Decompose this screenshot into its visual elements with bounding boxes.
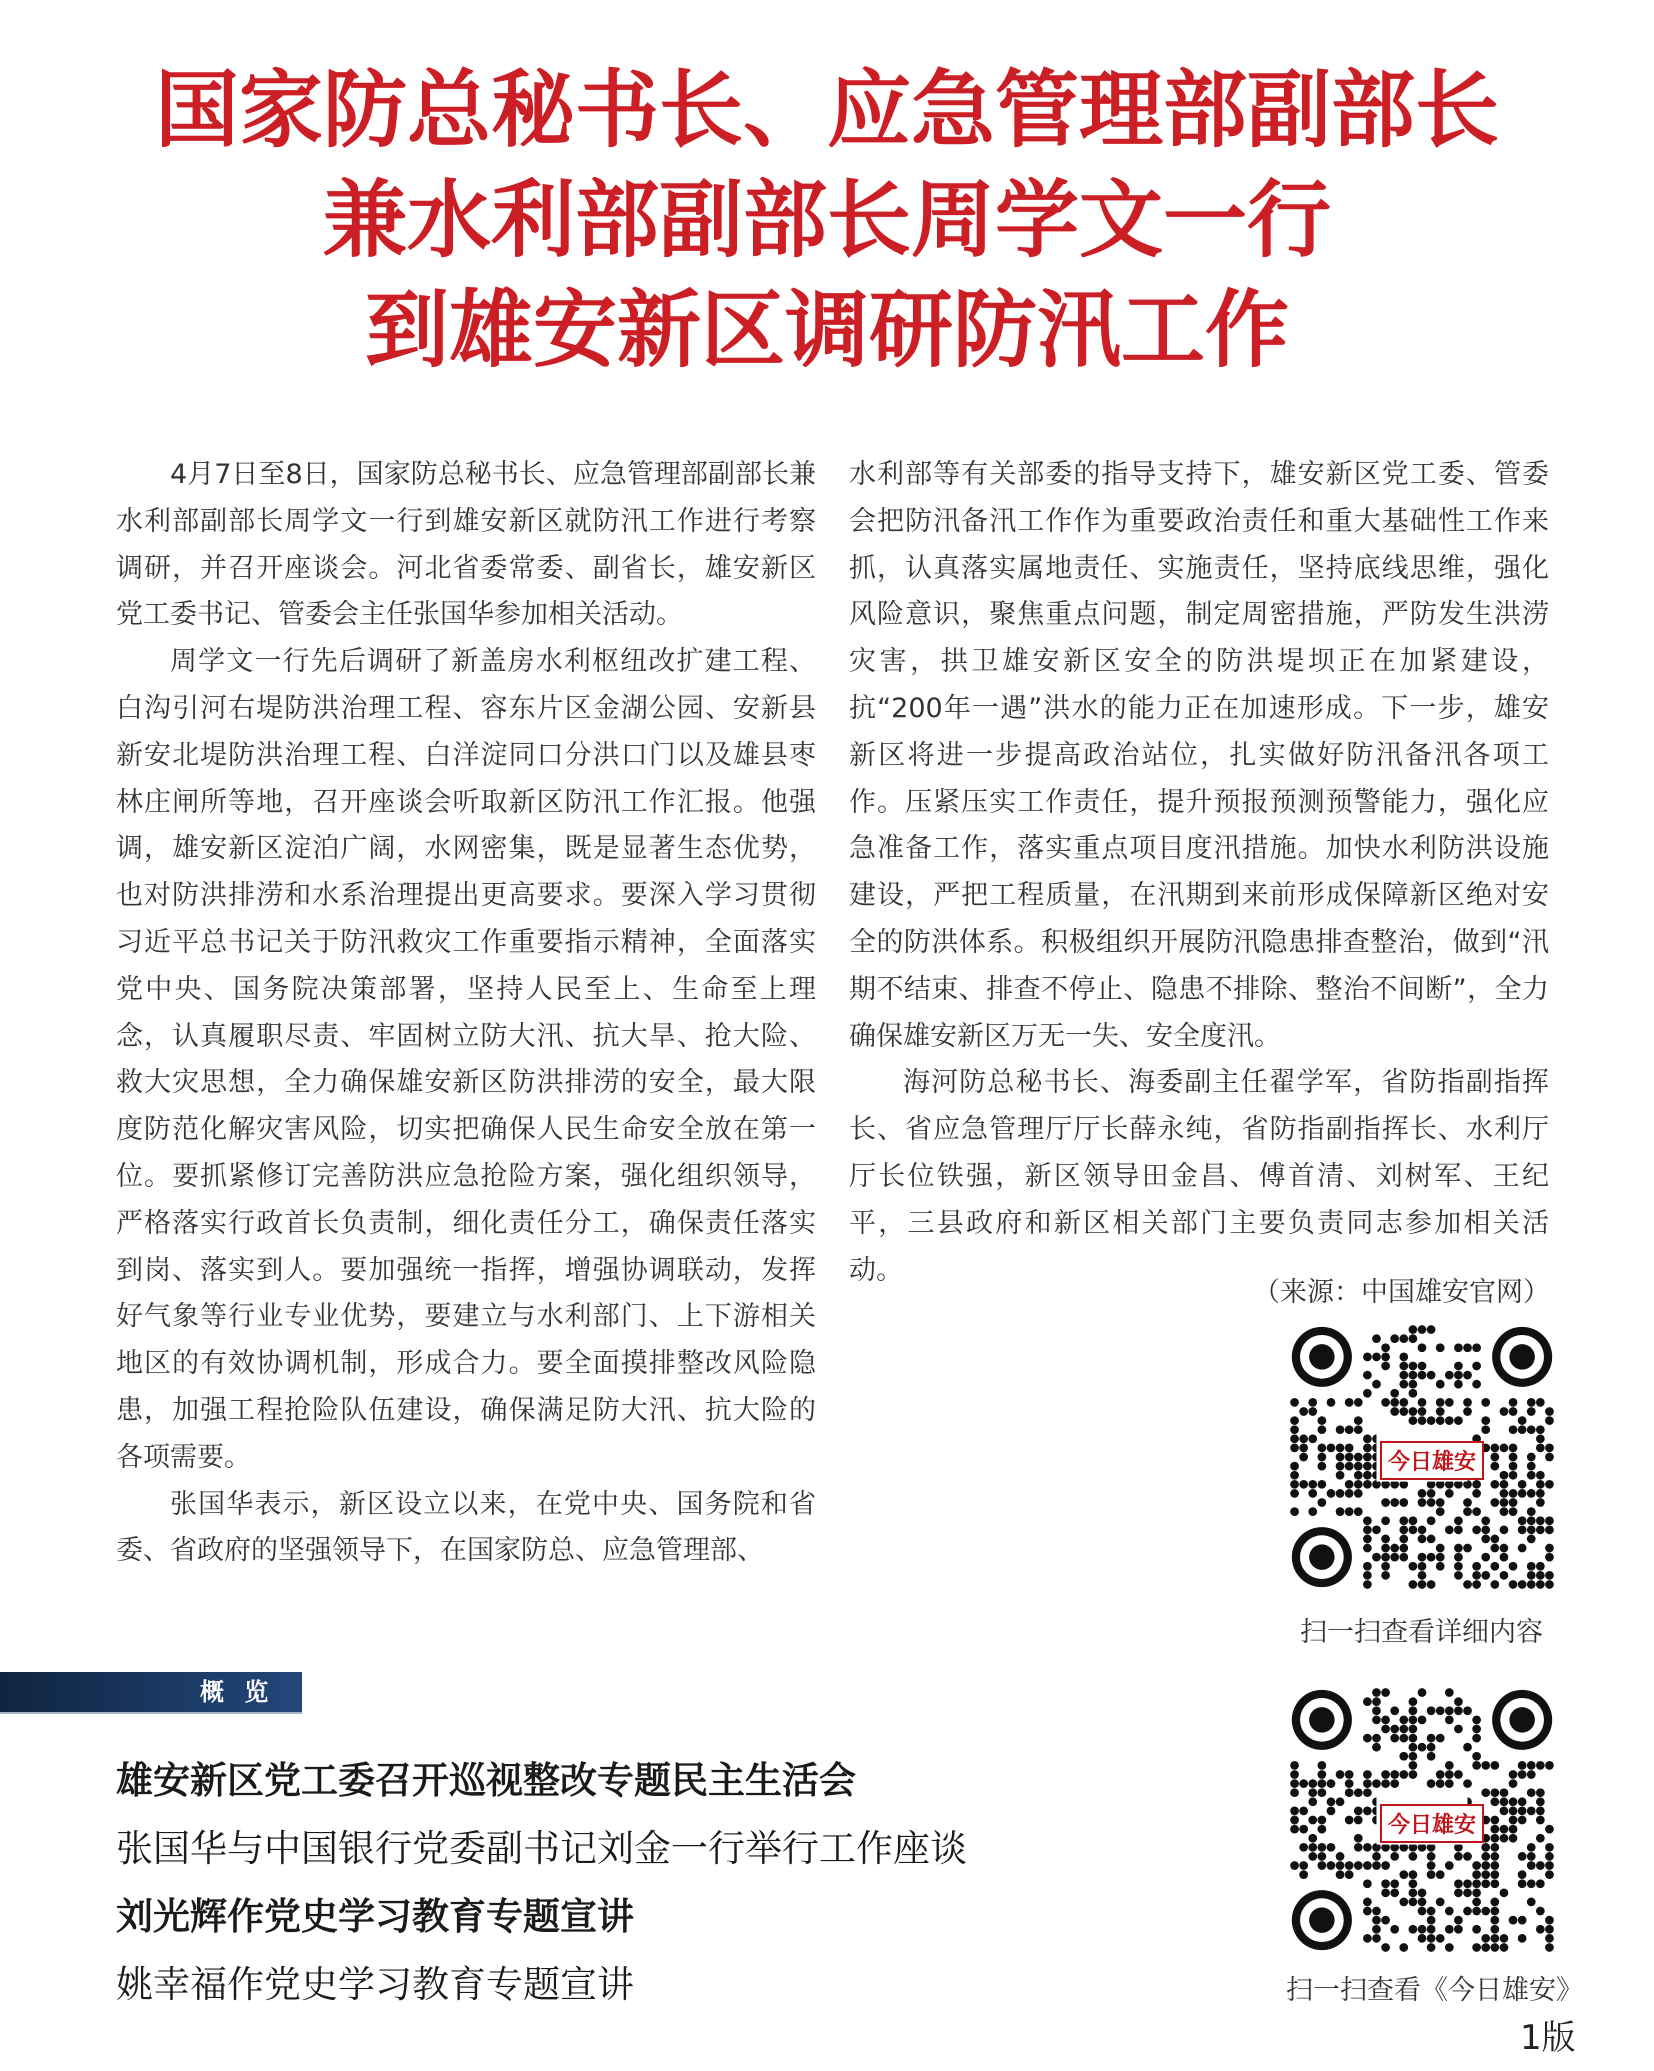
qr-logo-label: 今日雄安 xyxy=(1380,1804,1484,1843)
article-paragraph: 水利部等有关部委的指导支持下，雄安新区党工委、管委会把防汛备汛工作作为重要政治责任和重大基础性工作来抓，认真落实属地责任、实施责任，坚持底线思维，强化风险意识，聚焦重点问题，制定周密措施，严防发生洪涝灾害，拱卫雄安新区安全的防洪堤坝正在加紧建设，抗“200年一遇”洪水的能力正在加速形成。下一步，雄安新区将进一步提高政治站位，扎实做好防汛备汛各项工作。压紧压实工作责任，提升预报预测预警能力，强化应急准备工作，落实重点项目度汛措施。加快水利防洪设施建设，严把工程质量，在汛期到来前形成保障新区绝对安全的防洪体系。积极组织开展防汛隐患排查整治，做到“汛期不结束、排查不停止、隐患不排除、整治不间断”，全力确保雄安新区万无一失、安全度汛。 xyxy=(849,459,1549,1052)
headline xyxy=(0,55,1654,385)
qr-logo-label: 今日雄安 xyxy=(1380,1441,1484,1480)
overview-item[interactable]: 刘光辉作党史学习教育专题宣讲 xyxy=(116,1895,634,1938)
headline-line-1: 国家防总秘书长、应急管理部副部长 xyxy=(154,60,1499,159)
headline-line-3: 到雄安新区调研防汛工作 xyxy=(364,280,1289,379)
qr-caption-newspaper: 扫一扫查看《今日雄安》 xyxy=(1286,1975,1583,2006)
article-paragraph: 海河防总秘书长、海委副主任翟学军，省防指副指挥长、省应急管理厅厅长薛永纯，省防指副指挥长、水利厅厅长位铁强，新区领导田金昌、傅首清、刘树军、王纪平，三县政府和新区相关部门主要负责同志参加相关活动。 xyxy=(849,1067,1549,1286)
page-number: 1版 xyxy=(1520,2018,1576,2058)
overview-item[interactable]: 张国华与中国银行党委副书记刘金一行举行工作座谈 xyxy=(116,1827,967,1870)
article-paragraph: 张国华表示，新区设立以来，在党中央、国务院和省委、省政府的坚强领导下，在国家防总、应急管理部、 xyxy=(116,1488,816,1567)
article-column-left xyxy=(116,452,816,1575)
overview-item[interactable]: 雄安新区党工委召开巡视整改专题民主生活会 xyxy=(116,1759,856,1802)
overview-item[interactable]: 姚幸福作党史学习教育专题宣讲 xyxy=(116,1963,634,2006)
article-column-right xyxy=(849,452,1549,1294)
headline-line-2: 兼水利部副部长周学文一行 xyxy=(322,170,1331,269)
overview-label: 概 览 xyxy=(200,1678,275,1706)
article-paragraph: 4月7日至8日，国家防总秘书长、应急管理部副部长兼水利部副部长周学文一行到雄安新区就防汛工作进行考察调研，并召开座谈会。河北省委常委、副省长，雄安新区党工委书记、管委会主任张国华参加相关活动。 xyxy=(116,459,816,631)
article-source: （来源：中国雄安官网） xyxy=(1253,1277,1550,1308)
overview-divider xyxy=(0,1712,302,1714)
qr-code-detail[interactable] xyxy=(1290,1325,1554,1589)
article-paragraph: 周学文一行先后调研了新盖房水利枢纽改扩建工程、白沟引河右堤防洪治理工程、容东片区金湖公园、安新县新安北堤防洪治理工程、白洋淀同口分洪口门以及雄县枣林庄闸所等地，召开座谈会听取新区防汛工作汇报。他强调，雄安新区淀泊广阔，水网密集，既是显著生态优势，也对防洪排涝和水系治理提出更高要求。要深入学习贯彻习近平总书记关于防汛救灾工作重要指示精神，全面落实党中央、国务院决策部署，坚持人民至上、生命至上理念，认真履职尽责、牢固树立防大汛、抗大旱、抢大险、救大灾思想，全力确保雄安新区防洪排涝的安全，最大限度防范化解灾害风险，切实把确保人民生命安全放在第一位。要抓紧修订完善防洪应急抢险方案，强化组织领导，严格落实行政首长负责制，细化责任分工，确保责任落实到岗、落实到人。要加强统一指挥，增强协调联动，发挥好气象等行业专业优势，要建立与水利部门、上下游相关地区的有效协调机制，形成合力。要全面摸排整改风险隐患，加强工程抢险队伍建设，确保满足防大汛、抗大险的各项需要。 xyxy=(116,646,816,1473)
qr-caption-detail: 扫一扫查看详细内容 xyxy=(1300,1617,1543,1648)
qr-code-newspaper[interactable] xyxy=(1290,1688,1554,1952)
